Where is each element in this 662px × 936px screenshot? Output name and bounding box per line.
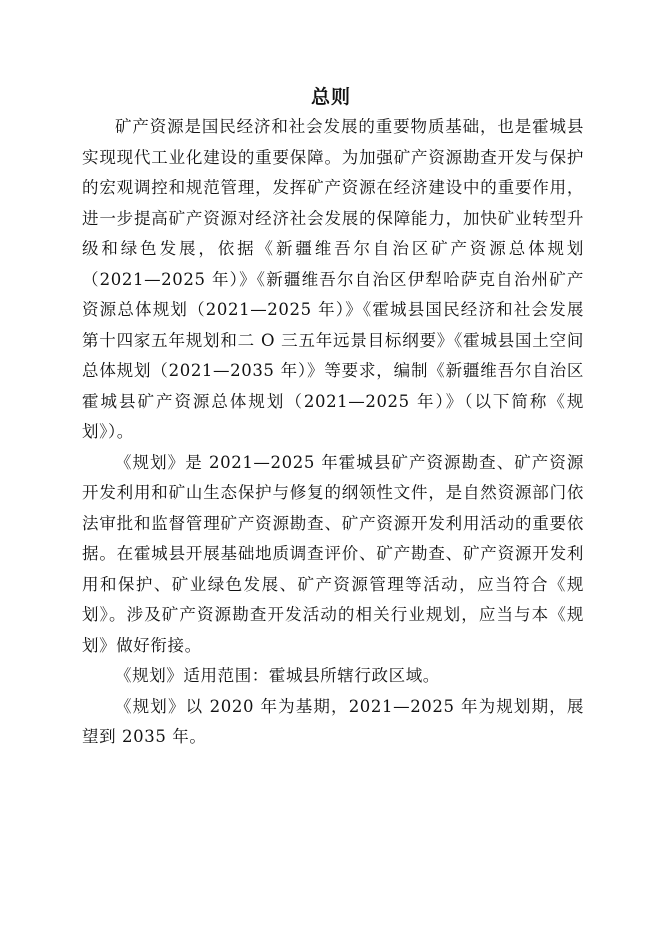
document-body (82, 112, 584, 753)
paragraph-scope: 《规划》适用范围：霍城县所辖行政区域。 (115, 666, 440, 685)
section-title: 总则 (310, 86, 351, 108)
paragraph-purpose: 《规划》是 2021—2025 年霍城县矿产资源勘查、矿产资源开发利用和矿山生态保护与修复的纲领性文件，是自然资源部门依法审批和监督管理矿产资源勘查、矿产资源开发利用活动的重要依据。在霍城县开展基础地质调查评价、矿产勘查、矿产资源开发利用和保护、矿业绿色发展、矿产资源管理等活动，应当符合《规划》。涉及矿产资源勘查开发活动的相关行业规划，应当与本《规划》做好衔接。 (82, 452, 584, 655)
paragraph-background: 矿产资源是国民经济和社会发展的重要物质基础，也是霍城县实现现代工业化建设的重要保障。为加强矿产资源勘查开发与保护的宏观调控和规范管理，发挥矿产资源在经济建设中的重要作用，进一步提高矿产资源对经济社会发展的保障能力，加快矿业转型升级和绿色发展，依据《新疆维吾尔自治区矿产资源总体规划（2021—2025 年）》《新疆维吾尔自治区伊犁哈萨克自治州矿产资源总体规划（2021—2025 年）》《霍城县国民经济和社会发展第十四家五年规划和二 O 三五年远景目标纲要》《霍城县国土空间总体规划（2021—2035 年）》等要求，编制《新疆维吾尔自治区霍城县矿产资源总体规划（2021—2025 年）》（以下简称《规划》）。 (82, 117, 584, 441)
paragraph-period: 《规划》以 2020 年为基期，2021—2025 年为规划期，展望到 2035 年。 (82, 696, 584, 746)
